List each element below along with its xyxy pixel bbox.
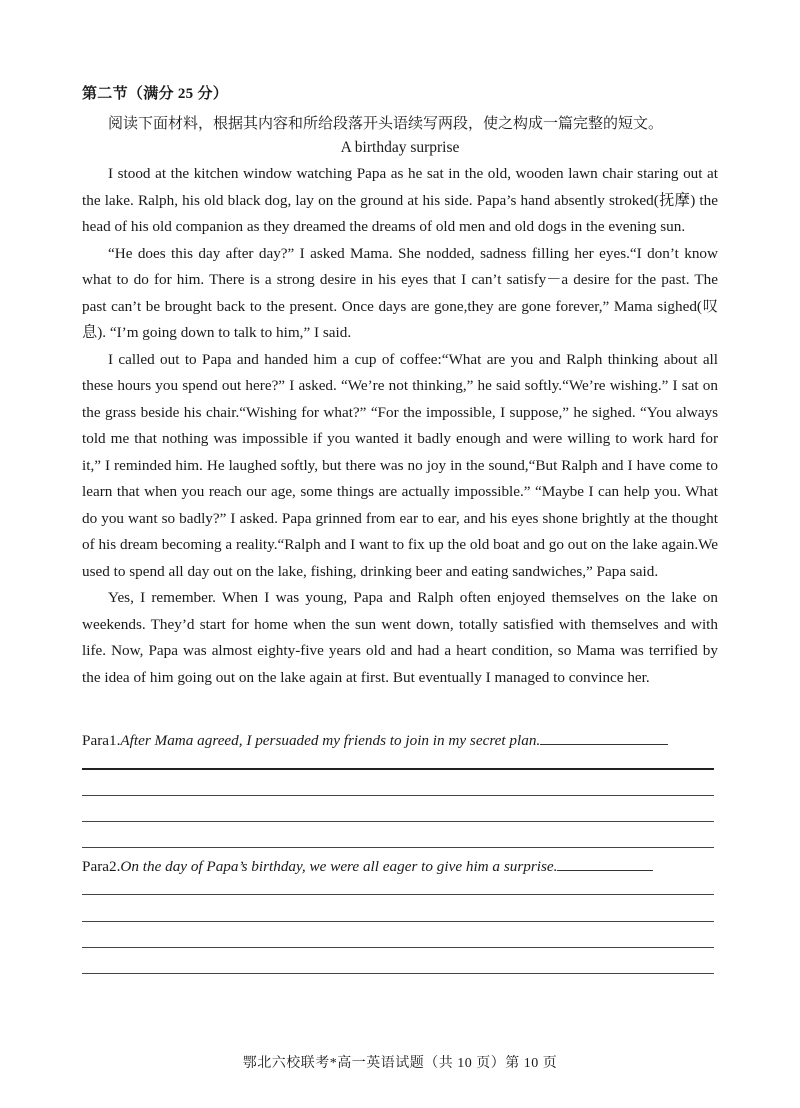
- section-title: 第二节（满分 25 分）: [82, 86, 229, 102]
- para1-prompt: [82, 731, 718, 751]
- para2-writing-line-4[interactable]: [82, 973, 714, 974]
- page-footer: 鄂北六校联考*高一英语试题（共 10 页）第 10 页: [242, 1056, 558, 1071]
- story-paragraph-1: I stood at the kitchen window watching Papa as he sat in the old, wooden lawn chair staring out at the lake. Ralph, his old black dog, lay on the ground at his side. Papa’s hand absently stroked(抚摩) the head of his old companion as they dreamed the dreams of old men and old dogs in the evening sun.: [82, 165, 718, 235]
- para1-lead: Para1.: [82, 732, 121, 749]
- para1-writing-line-2[interactable]: [82, 795, 714, 796]
- story-paragraph-2: “He does this day after day?” I asked Mama. She nodded, sadness filling her eyes.“I don’t know what to do for him. There is a strong desire in his eyes that I can’t satisfy－a desire for the past. The past can’t be brought back to the present. Once days are gone,they are gone forever,” Mama sighed(叹息). “I’m going down to talk to him,” I said.: [82, 244, 718, 341]
- para2-text: On the day of Papa’s birthday, we were all eager to give him a surprise.: [120, 858, 558, 875]
- para2-writing-line-1[interactable]: [82, 894, 714, 895]
- section-instruction: 阅读下面材料，根据其内容和所给段落开头语续写两段，使之构成一篇完整的短文。: [108, 116, 664, 132]
- para1-writing-line-1[interactable]: [82, 768, 714, 770]
- para1-writing-line-3[interactable]: [82, 821, 714, 822]
- story-title: A birthday surprise: [340, 139, 460, 156]
- para2-prompt: [82, 857, 718, 877]
- story-paragraph-4: Yes, I remember. When I was young, Papa and Ralph often enjoyed themselves on the lake on weekends. They’d start for home when the sun went down, totally satisfied with themselves and with life. Now, Papa was almost eighty-five years old and had a heart condition, so Mama was terrified by the idea of him going out on the lake again at first. But eventually I managed to convince her.: [82, 589, 718, 686]
- para2-answer-blank[interactable]: [557, 858, 653, 871]
- para1-answer-blank[interactable]: [540, 732, 668, 745]
- story-paragraph-3: I called out to Papa and handed him a cup of coffee:“What are you and Ralph thinking about all these hours you spend out here?” I asked. “We’re not thinking,” he said softly.“We’re wishing.” I sat on the grass beside his chair.“Wishing for what?” “For the impossible, I suppose,” he sighed. “You always told me that nothing was impossible if you wanted it badly enough and were willing to work hard for it,” I reminded him. He laughed softly, but there was no joy in the sound,“But Ralph and I have come to learn that when you reach our age, some things are actually impossible.” “Maybe I can help you. What do you want so badly?” I asked. Papa grinned from ear to ear, and his eyes shone brightly at the thought of his dream becoming a reality.“Ralph and I want to fix up the old boat and go out on the lake again.We used to spend all day out on the lake, fishing, drinking beer and eating sandwiches,” Papa said.: [82, 350, 718, 580]
- story-body: [82, 161, 718, 691]
- para1-text: After Mama agreed, I persuaded my friends to join in my secret plan.: [120, 732, 541, 749]
- para2-writing-line-2[interactable]: [82, 921, 714, 922]
- para2-writing-line-3[interactable]: [82, 947, 714, 948]
- para2-lead: Para2.: [82, 858, 121, 875]
- para1-writing-line-4[interactable]: [82, 847, 714, 848]
